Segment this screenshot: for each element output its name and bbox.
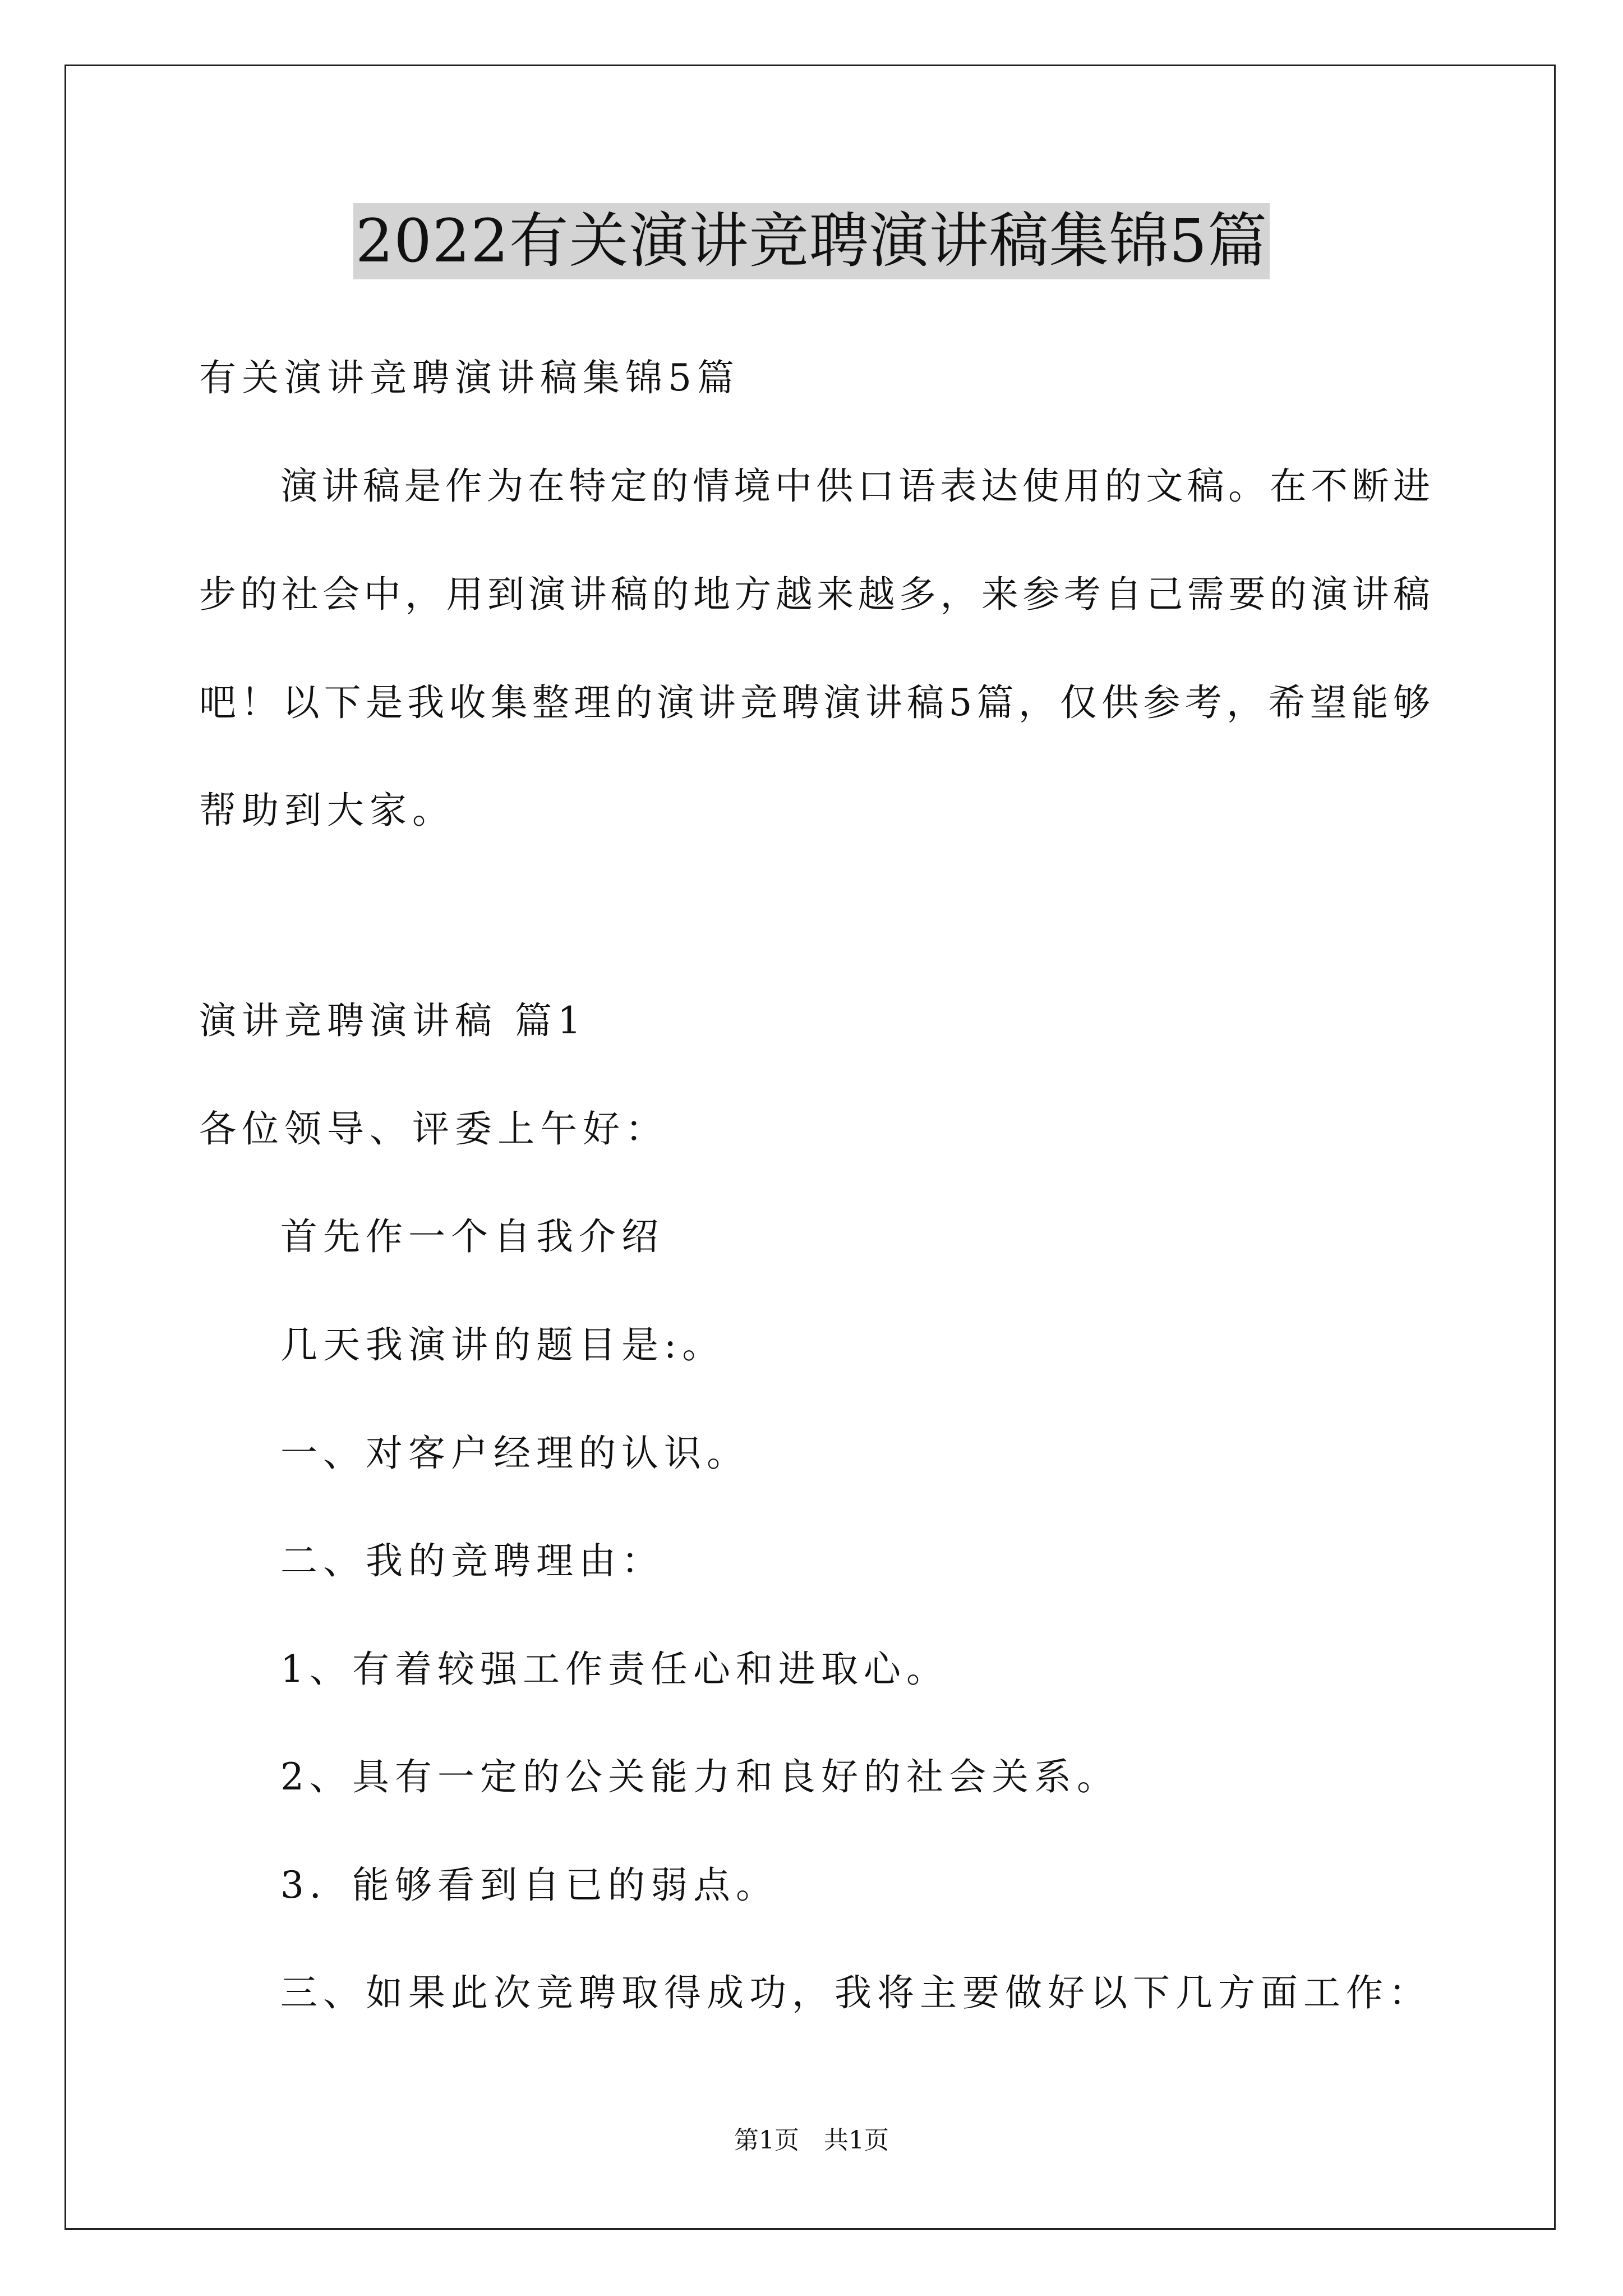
body-line-7: 3．能够看到自已的弱点。: [280, 1864, 778, 1907]
intro-line-3: 吧！以下是我收集整理的演讲竞聘演讲稿5篇，仅供参考，希望能够: [199, 681, 1430, 724]
intro-line-4: 帮助到大家。: [199, 789, 455, 832]
title-container: [0, 203, 1623, 279]
body-line-3: 一、对客户经理的认识。: [280, 1432, 749, 1475]
body-line-2: 几天我演讲的题目是:。: [280, 1323, 725, 1366]
salutation: 各位领导、评委上午好：: [199, 1107, 668, 1151]
body-line-1: 首先作一个自我介绍: [280, 1215, 664, 1258]
intro-line-1: 演讲稿是作为在特定的情境中供口语表达使用的文稿。在不断进: [280, 464, 1430, 508]
body-line-8: 三、如果此次竞聘取得成功，我将主要做好以下几方面工作：: [280, 1971, 1431, 2014]
document-title: 2022有关演讲竞聘演讲稿集锦5篇: [353, 203, 1270, 279]
subtitle: 有关演讲竞聘演讲稿集锦5篇: [199, 356, 740, 399]
body-line-4: 二、我的竞聘理由：: [280, 1539, 664, 1582]
section-heading: 演讲竞聘演讲稿 篇1: [199, 999, 587, 1042]
intro-line-2: 步的社会中，用到演讲稿的地方越来越多，来参考自己需要的演讲稿: [199, 573, 1430, 616]
page-footer: 第1页 共1页: [734, 2126, 889, 2155]
body-line-6: 2、具有一定的公关能力和良好的社会关系。: [280, 1755, 1119, 1798]
body-line-5: 1、有着较强工作责任心和进取心。: [280, 1648, 949, 1691]
